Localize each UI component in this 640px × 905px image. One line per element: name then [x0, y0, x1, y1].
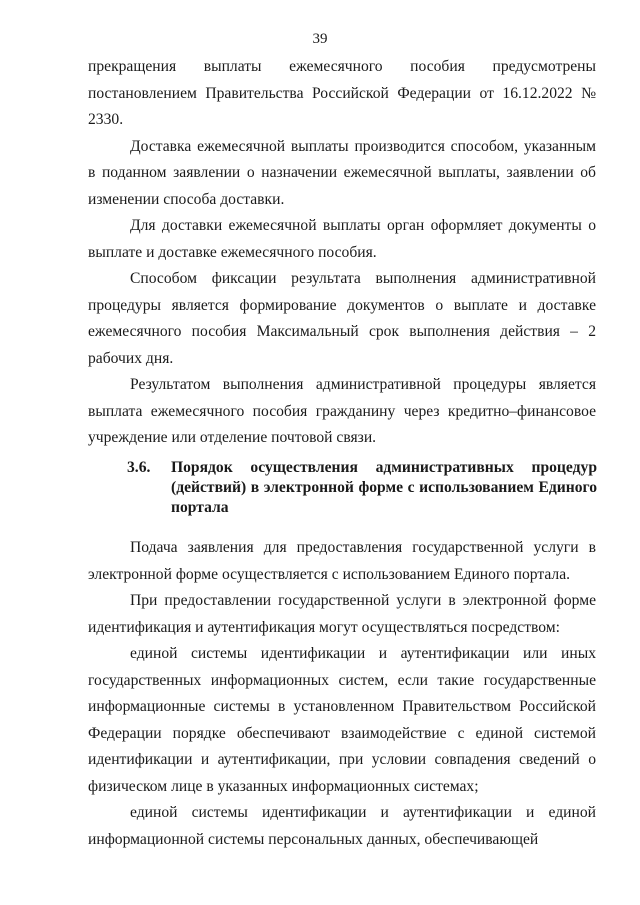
page-number: 39 — [312, 31, 328, 47]
section-heading — [127, 458, 597, 518]
bottom-text-block — [88, 535, 596, 853]
top-text-block — [88, 54, 596, 452]
paragraph-esia-other: единой системы идентификации и аутентификации или иных государственных информационных систем, если такие государственные информационные системы в установленном Правительством Российской Федерации порядке обеспечивают взаимодействие с единой системой идентификации и аутентификации, при условии совпадения сведений о физическом лице в указанных информационных системах; — [88, 645, 596, 795]
paragraph-application: Подача заявления для предоставления государственной услуги в электронной форме осуществляется с использованием Единого портала. — [88, 539, 596, 583]
section-title: Порядок осуществления административных процедур (действий) в электронной форме с использованием Единого портала — [171, 459, 597, 516]
paragraph-esia-biometric: единой системы идентификации и аутентификации и единой информационной системы персональных данных, обеспечивающей — [88, 804, 596, 848]
section-number: 3.6. — [127, 459, 151, 476]
paragraph-delivery: Доставка ежемесячной выплаты производится способом, указанным в поданном заявлении о назначении ежемесячной выплаты, заявлении об изменении способа доставки. — [88, 137, 596, 208]
paragraph-fixation: Способом фиксации результата выполнения административной процедуры является формирование документов о выплате и доставке ежемесячного пособия Максимальный срок выполнения действия – 2 рабочих дня. — [88, 270, 596, 367]
paragraph-documents: Для доставки ежемесячной выплаты орган оформляет документы о выплате и доставке ежемесячного пособия. — [88, 217, 596, 261]
paragraph-continuation: прекращения выплаты ежемесячного пособия предусмотрены постановлением Правительства Российской Федерации от 16.12.2022 № 2330. — [88, 58, 596, 128]
paragraph-identification: При предоставлении государственной услуги в электронной форме идентификация и аутентификация могут осуществляться посредством: — [88, 592, 596, 636]
paragraph-result: Результатом выполнения административной процедуры является выплата ежемесячного пособия гражданину через кредитно–финансовое учреждение или отделение почтовой связи. — [88, 376, 596, 446]
